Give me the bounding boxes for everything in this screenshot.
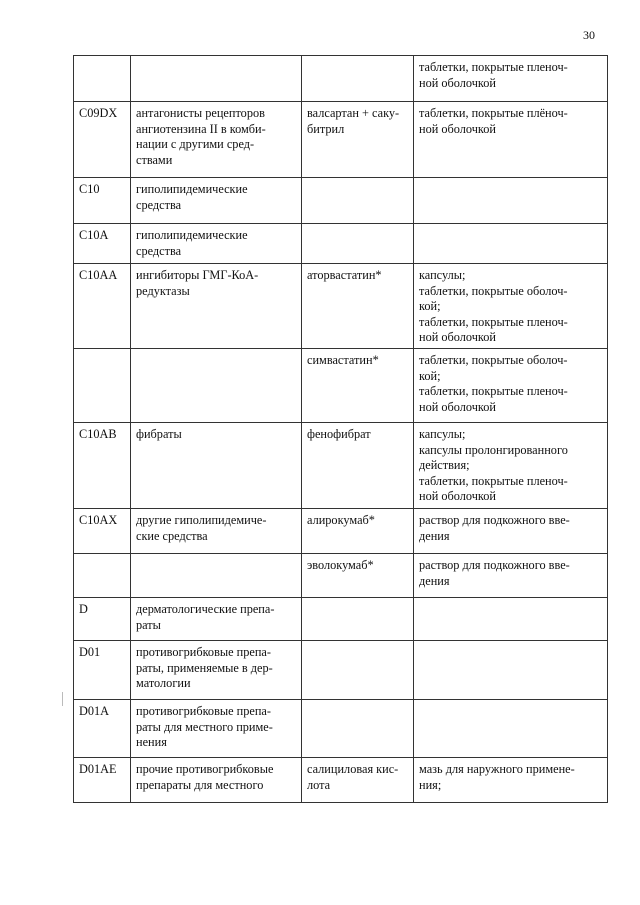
dosage-form-cell-line: дения: [419, 528, 450, 543]
anatomical-group-cell-line: редуктазы: [136, 283, 190, 298]
atc-code-cell: [74, 348, 131, 422]
dosage-form-cell-line: кой;: [419, 299, 441, 314]
anatomical-group-cell: [131, 508, 302, 553]
table-row: [74, 640, 608, 699]
inn-cell: [302, 553, 414, 597]
anatomical-group-cell-line: раты, применяемые в дер-: [136, 660, 273, 675]
anatomical-group-cell-line: препараты для местного: [136, 777, 264, 792]
atc-code-cell: [74, 56, 131, 102]
dosage-form-cell: [414, 348, 608, 422]
anatomical-group-cell-line: прочие противогрибковые: [136, 761, 274, 776]
scan-artifact: [62, 692, 63, 706]
anatomical-group-cell: [131, 597, 302, 640]
table-row: [74, 264, 608, 349]
atc-code-cell: D01AE: [74, 757, 131, 802]
table-row: [74, 508, 608, 553]
anatomical-group-cell-line: раты: [136, 617, 161, 632]
table-body: [74, 56, 608, 803]
inn-cell-line: валсартан + саку-: [307, 106, 400, 120]
table-row: [74, 56, 608, 102]
anatomical-group-cell-line: средства: [136, 197, 182, 212]
atc-code-cell: [74, 553, 131, 597]
dosage-form-cell-line: таблетки, покрытые пленоч-: [419, 314, 568, 329]
anatomical-group-cell: [131, 640, 302, 699]
dosage-form-cell: [414, 264, 608, 349]
anatomical-group-cell-line: нации с другими сред-: [136, 137, 255, 152]
inn-cell-line: эволокумаб*: [307, 557, 374, 572]
inn-cell-line: симвастатин*: [307, 352, 379, 367]
inn-cell: [302, 699, 414, 757]
dosage-form-cell-line: таблетки, покрытые оболоч-: [419, 283, 568, 298]
anatomical-group-cell-line: антагонисты рецепторов: [136, 106, 265, 120]
inn-cell-line: алирокумаб*: [307, 512, 375, 527]
anatomical-group-cell-line: раты для местного приме-: [136, 719, 273, 734]
dosage-form-cell: [414, 56, 608, 102]
anatomical-group-cell: [131, 422, 302, 508]
dosage-form-cell-line: дения: [419, 573, 450, 588]
dosage-form-cell-line: раствор для подкожного вве-: [419, 557, 570, 572]
anatomical-group-cell-line: гиполипидемические: [136, 182, 248, 196]
anatomical-group-cell: [131, 699, 302, 757]
dosage-form-cell: [414, 224, 608, 264]
anatomical-group-cell-line: противогрибковые препа-: [136, 644, 271, 659]
dosage-form-cell: [414, 102, 608, 178]
inn-cell: [302, 102, 414, 178]
inn-cell-line: салициловая кис-: [307, 761, 399, 776]
atc-code-cell: C10AX: [74, 508, 131, 553]
inn-cell: [302, 422, 414, 508]
dosage-form-cell: [414, 597, 608, 640]
dosage-form-cell: [414, 178, 608, 224]
anatomical-group-cell: [131, 224, 302, 264]
dosage-form-cell-line: таблетки, покрытые пленоч-: [419, 60, 568, 74]
dosage-form-cell-line: таблетки, покрытые оболоч-: [419, 352, 568, 367]
dosage-form-cell: [414, 508, 608, 553]
anatomical-group-cell-line: ские средства: [136, 528, 208, 543]
anatomical-group-cell-line: противогрибковые препа-: [136, 703, 271, 718]
anatomical-group-cell-line: средства: [136, 243, 182, 258]
anatomical-group-cell-line: гиполипидемические: [136, 228, 248, 242]
atc-code-cell: D01A: [74, 699, 131, 757]
atc-code-cell: C10AB: [74, 422, 131, 508]
inn-cell: [302, 178, 414, 224]
inn-cell: [302, 348, 414, 422]
inn-cell: [302, 264, 414, 349]
anatomical-group-cell: [131, 56, 302, 102]
table-row: [74, 597, 608, 640]
inn-cell-line: фенофибрат: [307, 426, 371, 441]
atc-code-cell: D01: [74, 640, 131, 699]
dosage-form-cell-line: раствор для подкожного вве-: [419, 512, 570, 527]
anatomical-group-cell-line: матологии: [136, 676, 191, 691]
dosage-form-cell-line: ной оболочкой: [419, 75, 497, 90]
anatomical-group-cell-line: фибраты: [136, 426, 182, 441]
inn-cell: [302, 640, 414, 699]
dosage-form-cell-line: таблетки, покрытые пленоч-: [419, 384, 568, 399]
anatomical-group-cell-line: нения: [136, 735, 167, 750]
dosage-form-cell-line: ной оболочкой: [419, 399, 497, 414]
anatomical-group-cell-line: ствами: [136, 152, 173, 167]
anatomical-group-cell-line: другие гиполипидемиче-: [136, 512, 267, 527]
table-row: [74, 422, 608, 508]
inn-cell: [302, 597, 414, 640]
dosage-form-cell: [414, 640, 608, 699]
dosage-form-cell-line: ной оболочкой: [419, 330, 497, 345]
anatomical-group-cell-line: ангиотензина II в комби-: [136, 121, 266, 136]
anatomical-group-cell: [131, 553, 302, 597]
table-row: [74, 102, 608, 178]
dosage-form-cell-line: таблетки, покрытые пленоч-: [419, 473, 568, 488]
page-number: 30: [583, 28, 595, 42]
atc-code-cell: C10AA: [74, 264, 131, 349]
dosage-form-cell-line: капсулы пролонгированного: [419, 442, 568, 457]
dosage-form-cell-line: ной оболочкой: [419, 489, 497, 504]
atc-code-cell: C10: [74, 178, 131, 224]
atc-code-cell: C10A: [74, 224, 131, 264]
atc-code-cell: C09DX: [74, 102, 131, 178]
table-row: [74, 757, 608, 802]
table-row: [74, 348, 608, 422]
atc-code-cell: D: [74, 597, 131, 640]
dosage-form-cell-line: кой;: [419, 368, 441, 383]
inn-cell-line: битрил: [307, 121, 345, 136]
inn-cell-line: аторвастатин*: [307, 268, 382, 282]
dosage-form-cell: [414, 757, 608, 802]
dosage-form-cell-line: таблетки, покрытые плёноч-: [419, 106, 568, 120]
dosage-form-cell-line: действия;: [419, 458, 470, 473]
inn-cell: [302, 757, 414, 802]
table-row: [74, 553, 608, 597]
dosage-form-cell-line: капсулы;: [419, 268, 466, 282]
anatomical-group-cell: [131, 178, 302, 224]
anatomical-group-cell: [131, 757, 302, 802]
anatomical-group-cell-line: ингибиторы ГМГ-КоА-: [136, 268, 259, 282]
drug-table: [73, 55, 608, 803]
dosage-form-cell: [414, 699, 608, 757]
anatomical-group-cell: [131, 102, 302, 178]
inn-cell: [302, 224, 414, 264]
dosage-form-cell-line: мазь для наружного примене-: [419, 761, 575, 776]
inn-cell-line: лота: [307, 777, 331, 792]
dosage-form-cell-line: ной оболочкой: [419, 121, 497, 136]
dosage-form-cell-line: ния;: [419, 777, 442, 792]
table-row: [74, 699, 608, 757]
anatomical-group-cell: [131, 348, 302, 422]
anatomical-group-cell-line: дерматологические препа-: [136, 601, 275, 616]
inn-cell: [302, 508, 414, 553]
dosage-form-cell: [414, 422, 608, 508]
anatomical-group-cell: [131, 264, 302, 349]
dosage-form-cell: [414, 553, 608, 597]
table-row: [74, 224, 608, 264]
dosage-form-cell-line: капсулы;: [419, 426, 466, 441]
inn-cell: [302, 56, 414, 102]
table-row: [74, 178, 608, 224]
